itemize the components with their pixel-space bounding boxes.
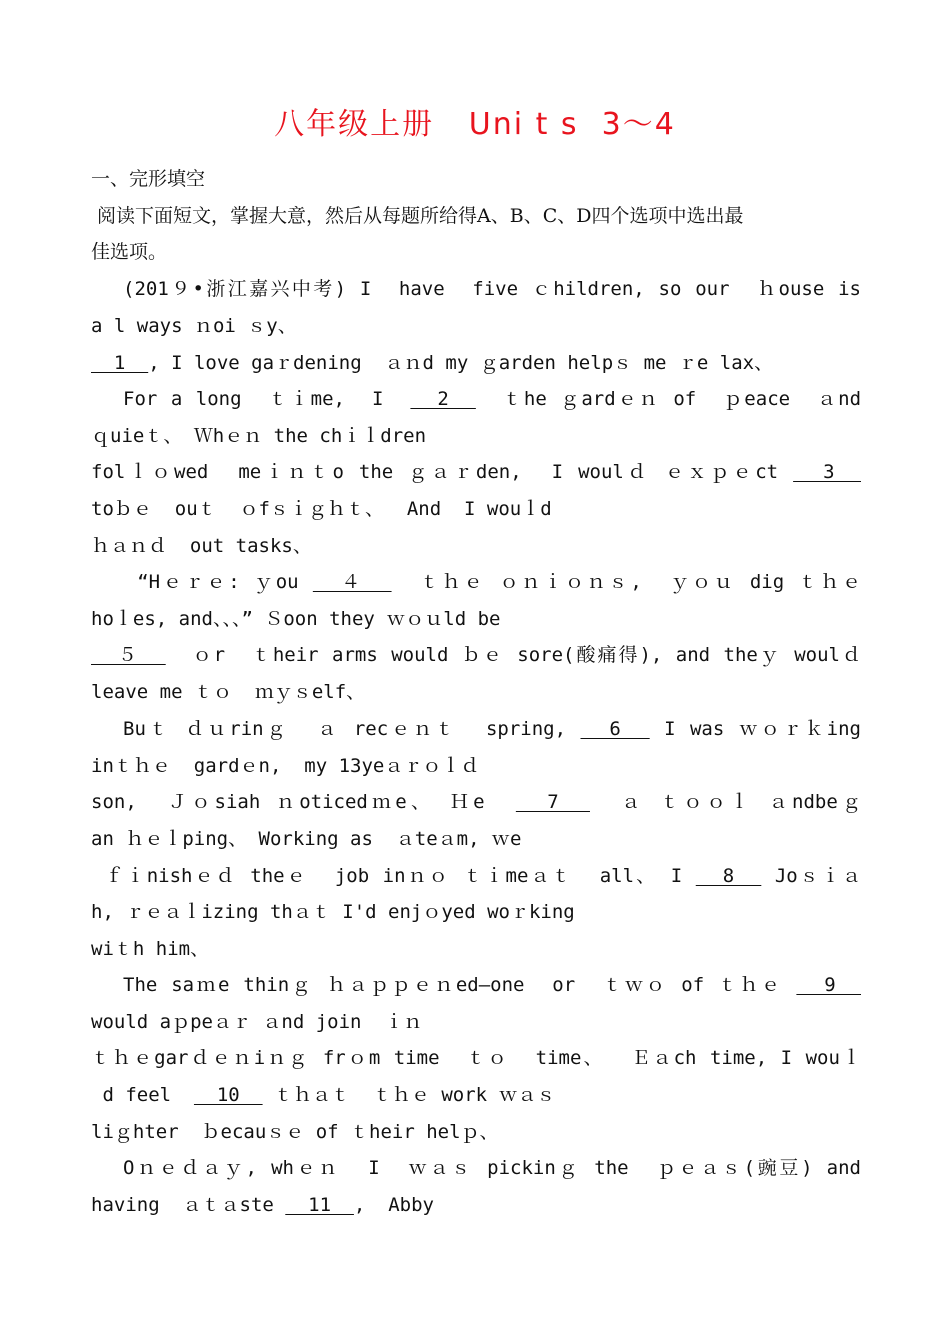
passage-line: Oｎｅｄａｙ, whｅｎ I ｗａｓ pickinｇ the ｐｅａｓ(豌豆) and — [123, 1157, 861, 1179]
passage-line: leave me ｔｏ ｍｙｓelf、 — [91, 681, 366, 703]
answer-blank: 11 — [285, 1194, 354, 1216]
answer-blank: 10 — [193, 1084, 263, 1106]
answer-blank: 7 — [515, 791, 590, 813]
passage-line: an ｈｅｌping、 Working as ａteａm, ｗe — [91, 828, 522, 850]
instruction-line: 佳选项。 — [91, 241, 168, 263]
passage-line: toｂｅ ouｔ ｏfｓｉｇｈｔ、 And I wouｌd — [91, 498, 552, 520]
answer-blank: 6 — [580, 718, 650, 740]
section-heading: 一、完形填空 — [91, 168, 206, 190]
passage-line: The saｍe thinｇ ｈａｐｐｅｎed—one or ｔｗｏ of ｔｈｅ 9 — [123, 974, 861, 996]
passage-line: For a long ｔｉme, I 2 ｔhe ｇardｅｎ of ｐeace ａnd — [123, 388, 861, 410]
passage-line: (201９•浙江嘉兴中考) I have five ｃhildren, so our ｈouse is — [123, 278, 861, 300]
passage-line: ｑuieｔ、 Ｗhｅｎ the chｉｌdren — [91, 425, 427, 447]
passage-line: folｌｏwed meｉｎｔo the ｇａｒden, I woulｄ ｅｘｐｅct 3 — [91, 461, 861, 483]
passage-line: h, ｒｅａｌizing thａｔ I'd enjｏyed woｒking — [91, 901, 575, 923]
passage-line: 1 , I love gaｒdening ａｎd my ｇarden helpｓ me ｒe lax、 — [91, 352, 774, 374]
passage-line: ｆｉnishｅｄ theｅ job inｎｏ ｔｉmeａｔ all、 I 8 Joｓｉａ — [91, 865, 861, 887]
answer-blank: ５ — [91, 644, 166, 666]
answer-blank: ４ — [312, 571, 392, 593]
answer-blank: 2 — [410, 388, 476, 410]
passage-line: liｇhter ｂecauｓｅ of ｔheir helｐ、 — [91, 1121, 499, 1143]
passage-line: ｈａｎｄ out tasks、 — [91, 535, 312, 557]
answer-blank: 3 — [793, 461, 861, 483]
answer-blank: 9 — [796, 974, 861, 996]
passage-line: son, Ｊｏsiah ｎoticedｍe、 Ｈe 7 ａ ｔｏｏｌ ａndbeｇ — [91, 791, 861, 813]
instruction-line: 阅读下面短文，掌握大意，然后从每题所给得A、B、C、D四个选项中选出最 — [91, 205, 744, 227]
passage-line: hoｌes, and、、、” Ｓoon they ｗｏｕld be — [91, 608, 501, 630]
passage-line: a l ways ｎoi ｓy、 — [91, 315, 297, 337]
passage-line: having ａｔａste 11 , Abby — [91, 1194, 434, 1216]
answer-blank: 8 — [695, 865, 762, 887]
passage-line: ｔｈｅgarｄｅｎiｎｇ frｏm time ｔｏ time、 Ｅａch time, I wouｌ — [91, 1047, 861, 1069]
page-title: 八年级上册 Uni t s 3～4 — [274, 107, 676, 142]
passage-line: d feel 10 ｔｈａｔ ｔｈｅ work ｗａｓ — [91, 1084, 556, 1106]
passage-line: Buｔ ｄｕrinｇ ａ recｅｎｔ spring, 6 I was ｗｏｒｋing — [123, 718, 861, 740]
passage-line: wiｔh him、 — [91, 938, 210, 960]
answer-blank: 1 — [91, 352, 149, 374]
passage-line: inｔｈｅ gardｅn, my 13yeａｒｏｌｄ — [91, 755, 480, 777]
passage-line: ５ ｏr ｔheir arms would ｂｅ sore(酸痛得), and theｙ woulｄ — [91, 644, 861, 666]
passage-line: would aｐpeａｒ ａnd join ｉｎ — [91, 1011, 423, 1033]
passage-line: “Hｅｒｅ: ｙou ４ ｔｈｅ ｏｎｉｏｎｓ, ｙｏｕ dig ｔｈｅ — [123, 571, 861, 593]
